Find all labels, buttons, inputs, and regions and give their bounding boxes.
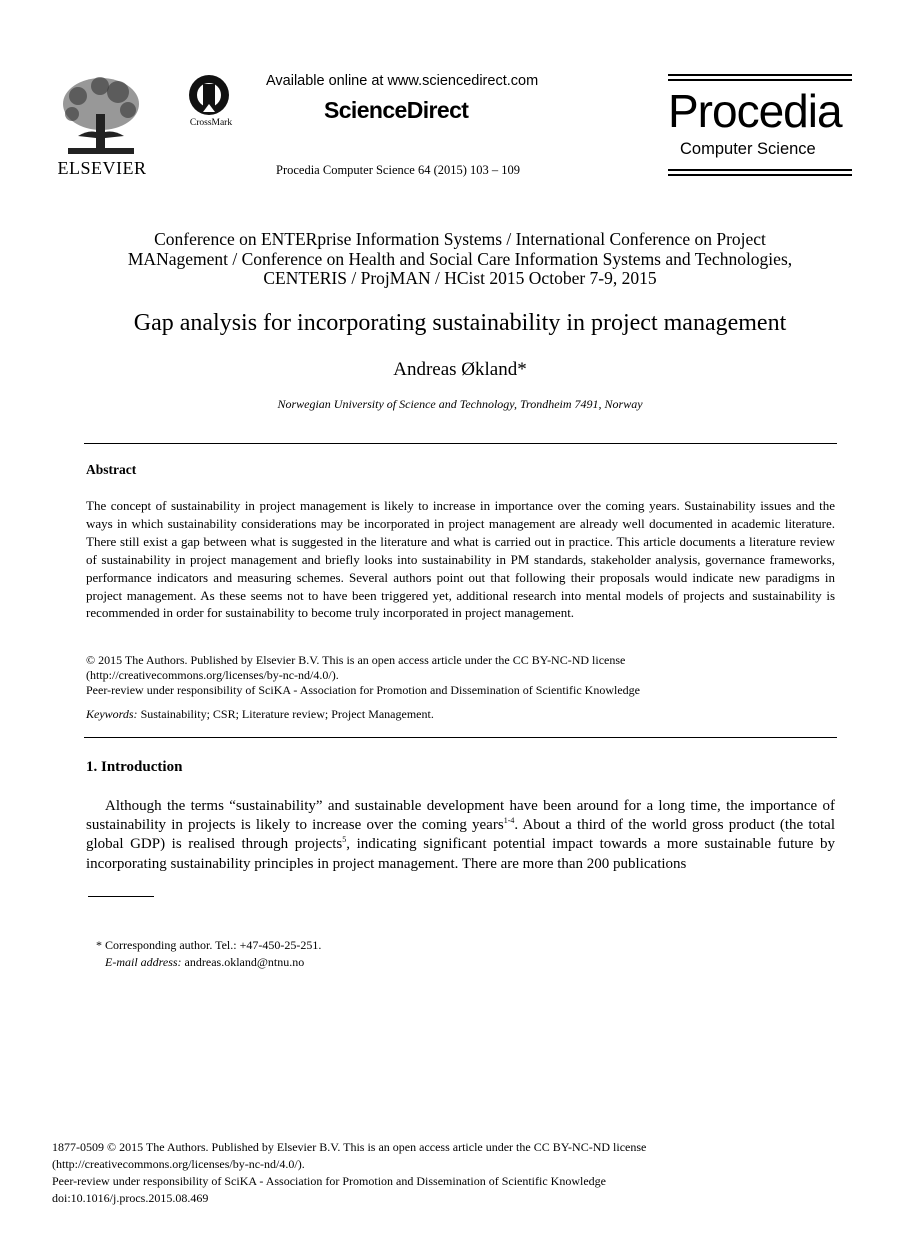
- page-footer: [52, 1139, 852, 1207]
- divider: [84, 737, 837, 738]
- footnote-divider: [88, 896, 154, 897]
- issn-line: 1877-0509 © 2015 The Authors. Published by Elsevier B.V. This is an open access article under the CC BY-NC-ND license: [52, 1140, 647, 1154]
- article-author: Andreas Økland*: [393, 359, 527, 380]
- footer-license-link[interactable]: (http://creativecommons.org/licenses/by-nc-nd/4.0/).: [52, 1157, 305, 1171]
- elsevier-logo: [52, 74, 152, 178]
- keywords-value: Sustainability; CSR; Literature review; Project Management.: [137, 707, 434, 721]
- crossmark-icon: [186, 74, 232, 120]
- keywords-label: Keywords:: [86, 707, 138, 721]
- doi[interactable]: doi:10.1016/j.procs.2015.08.469: [52, 1191, 209, 1205]
- keywords: [86, 707, 434, 722]
- crossmark-badge[interactable]: [180, 74, 240, 134]
- conference-name: [80, 230, 840, 289]
- available-online-text: Available online at www.sciencedirect.com: [266, 73, 539, 89]
- footnote: [96, 937, 321, 971]
- abstract-body: The concept of sustainability in project management is likely to increase in importance over the coming years. Sustainability issues and the ways in which sustainability considerations may be incorporated in project management are already well documented in academic literature. There still exist a gap between what is suggested in the literature and what is carried out in practice. This article documents a literature review of sustainability in project management and briefly looks into sustainability in PM standards, stakeholder analysis, governance frameworks, performance indicators and measuring schemes. Several authors point out that following their proposals would indicate new paradigms in project management. As these seems not to have been triggered yet, additional research into mental models of projects and sustainability is recommended in order for sustainability to become truly incorporated in project management.: [86, 498, 835, 621]
- conference-line: MANagement / Conference on Health and Social Care Information Systems and Technologies,: [127, 248, 793, 269]
- conference-line: CENTERIS / ProjMAN / HCist 2015 October 7-9, 2015: [263, 268, 657, 288]
- intro-text: , indicating significant potential impact towards a more sustainable future by incorporating sustainability principles in project management. There are more than 200 publications: [86, 836, 835, 872]
- journal-citation: Procedia Computer Science 64 (2015) 103 – 109: [276, 163, 521, 177]
- procedia-wordmark: Procedia: [668, 85, 842, 137]
- citation-ref[interactable]: 1-4: [503, 816, 515, 826]
- author-affiliation: Norwegian University of Science and Technology, Trondheim 7491, Norway: [277, 397, 643, 411]
- intro-text: Although the terms “sustainability” and sustainable development have been around for a long time, the importance of sustainability in projects is likely to increase over the coming years: [86, 798, 835, 834]
- elsevier-tree-icon: [58, 74, 144, 156]
- citation-ref[interactable]: 5: [342, 835, 347, 845]
- footer-peer-review: Peer-review under responsibility of SciKA - Association for Promotion and Dissemination of Scientific Knowledge: [52, 1174, 606, 1188]
- corresponding-author: * Corresponding author. Tel.: +47-450-25-251.: [96, 938, 322, 952]
- abstract-heading: Abstract: [86, 462, 137, 477]
- copyright-notice: [86, 653, 835, 698]
- elsevier-wordmark: ELSEVIER: [57, 158, 147, 178]
- conference-line: Conference on ENTERprise Information Systems / International Conference on Project: [154, 229, 766, 249]
- sciencedirect-logo: ScienceDirect: [324, 97, 469, 123]
- article-title: Gap analysis for incorporating sustainability in project management: [133, 310, 787, 336]
- procedia-logo: [668, 74, 852, 176]
- license-link[interactable]: (http://creativecommons.org/licenses/by-nc-nd/4.0/).: [86, 668, 339, 682]
- introduction-paragraph: [86, 797, 835, 874]
- divider: [84, 443, 837, 444]
- crossmark-label: CrossMark: [189, 118, 233, 128]
- email-address[interactable]: andreas.okland@ntnu.no: [181, 955, 305, 969]
- procedia-subtitle: Computer Science: [680, 140, 816, 158]
- copyright-line: © 2015 The Authors. Published by Elsevier B.V. This is an open access article under the CC BY-NC-ND license: [86, 653, 626, 667]
- intro-text: . About a third of the world gross product (the total global GDP) is realised through projects: [86, 817, 836, 853]
- email-label: E-mail address:: [105, 955, 182, 969]
- section-heading: 1. Introduction: [86, 759, 183, 775]
- peer-review-line: Peer-review under responsibility of SciKA - Association for Promotion and Dissemination of Scientific Knowledge: [86, 683, 640, 697]
